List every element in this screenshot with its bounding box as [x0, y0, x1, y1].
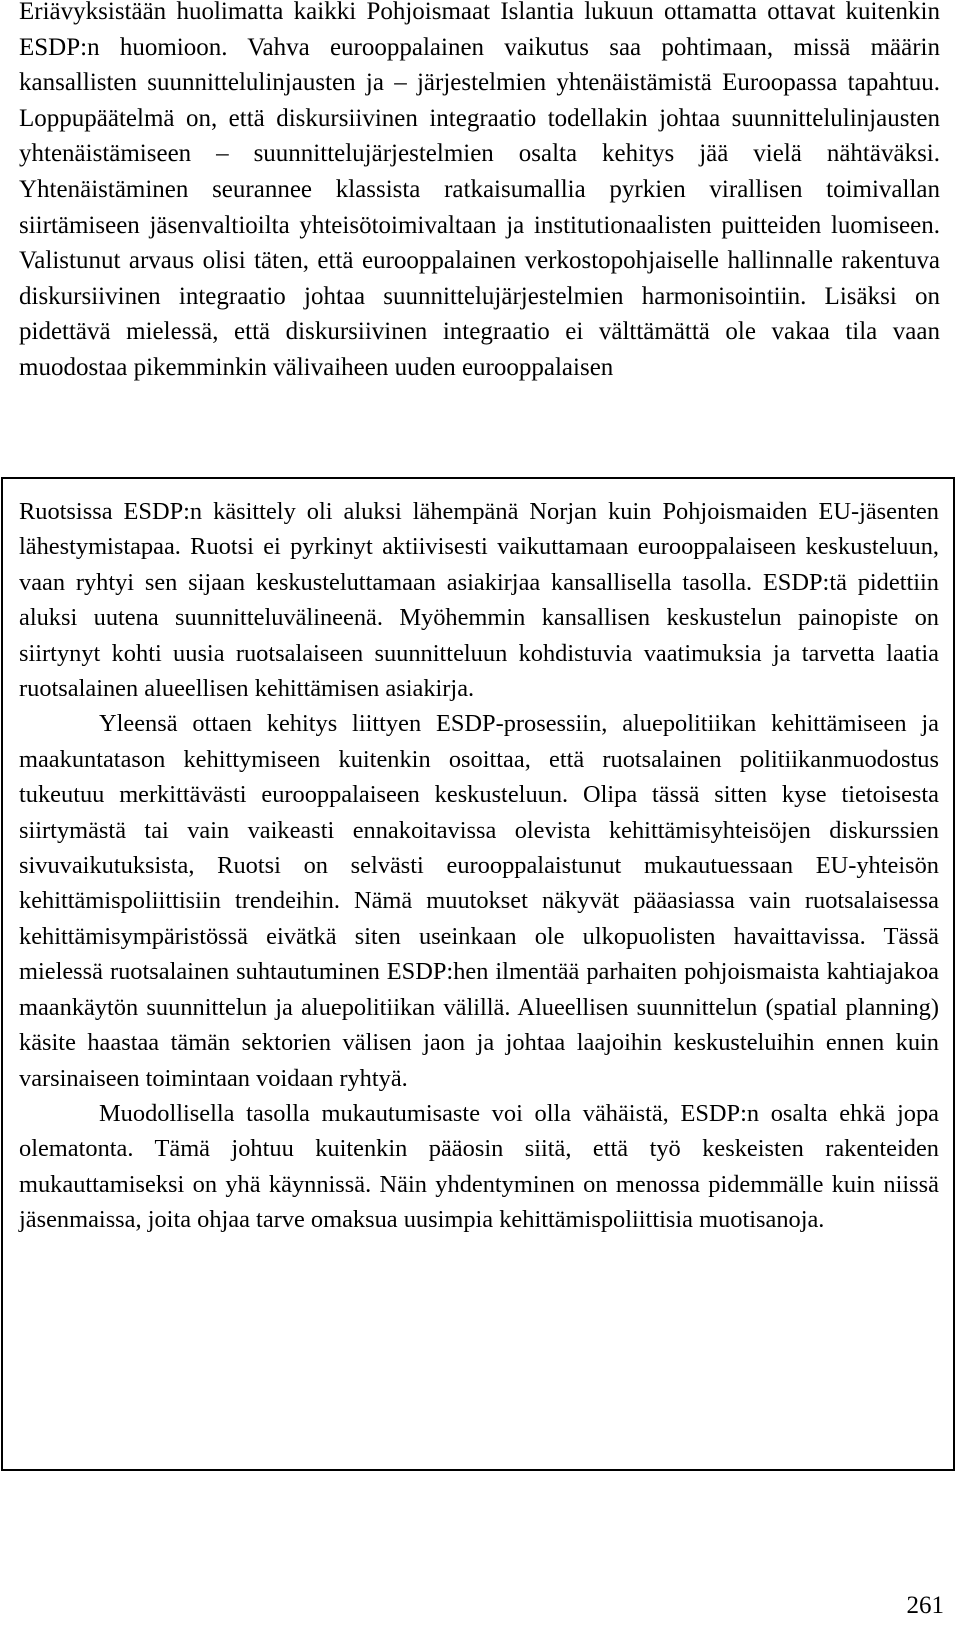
box-paragraph-1: Ruotsissa ESDP:n käsittely oli aluksi lähempänä Norjan kuin Pohjoismaiden EU-jäsenten lähestymistapaa. Ruotsi ei pyrkinyt aktiivisesti vaikuttamaan eurooppalaiseen keskusteluun, vaan ryhtyi sen sijaan keskusteluttamaan asiakirjaa kansallisella tasolla. ESDP:tä pidettiin aluksi uutena suunnitteluvälineenä. Myöhemmin kansallisen keskustelun painopiste on siirtynyt kohti uusia ruotsalaiseen suunnitteluun kohdistuvia vaatimuksia ja tarvetta laatia ruotsalainen alueellisen kehittämisen asiakirja. — [19, 498, 939, 703]
page-number: 261 — [906, 1592, 944, 1619]
box-paragraph-2: Yleensä ottaen kehitys liittyen ESDP-prosessiin, aluepolitiikan kehittämiseen ja maakuntatason kehittymiseen kuitenkin osoittaa, että ruotsalainen politiikanmuodostus tukeutuu merkittävästi eurooppalaiseen keskusteluun. Olipa tässä sitten kyse tietoisesta siirtymästä tai vain vaikeasti ennakoitavissa olevista kehittämisyhteisöjen diskurssien sivuvaikutuksista, Ruotsi on selvästi eurooppalaistunut mukautuessaan EU-yhteisön kehittämispoliittisiin trendeihin. Nämä muutokset näkyvät pääasiassa vain ruotsalaisessa kehittämisympäristössä eivätkä siten useinkaan ole ulkopuolisten havaittavissa. Tässä mielessä ruotsalainen suhtautuminen ESDP:hen ilmentää parhaiten pohjoismaista kahtiajakoa maankäytön suunnittelun ja aluepolitiikan välillä. Alueellisen suunnittelun (spatial planning) käsite haastaa tämän sektorien välisen jaon ja johtaa laajoihin keskusteluihin ennen kuin varsinaiseen toimintaan voidaan ryhtyä. — [19, 710, 939, 1092]
intro-paragraph: Eriävyksistään huolimatta kaikki Pohjoismaat Islantia lukuun ottamatta ottavat kuitenkin ESDP:n huomioon. Vahva eurooppalainen vaikutus saa pohtimaan, missä määrin kansallisten suunnittelulinjausten ja – järjestelmien yhtenäistämistä Euroopassa tapahtuu. Loppupäätelmä on, että diskursiivinen integraatio todellakin johtaa suunnittelulinjausten yhtenäistämiseen – suunnittelujärjestelmien osalta kehitys jää vielä nähtäväksi. Yhtenäistäminen seurannee klassista ratkaisumallia pyrkien virallisen toimivallan siirtämiseen jäsenvaltioilta yhteisötoimivaltaan ja institutionaalisten puitteiden luomiseen. Valistunut arvaus olisi täten, että eurooppalainen verkostopohjaiselle hallinnalle rakentuva diskursiivinen integraatio johtaa suunnittelujärjestelmien harmonisointiin. Lisäksi on pidettävä mielessä, että diskursiivinen integraatio ei välttämättä ole vakaa tila vaan muodostaa pikemminkin välivaiheen uuden eurooppalaisen — [19, 0, 940, 381]
box-paragraph-3: Muodollisella tasolla mukautumisaste voi olla vähäistä, ESDP:n osalta ehkä jopa olematonta. Tämä johtuu kuitenkin pääosin siitä, että työ keskeisten rakenteiden mukauttamiseksi on yhä käynnissä. Näin yhdentyminen on menossa pidemmälle kuin niissä jäsenmaissa, joita ohjaa tarve omaksua uusimpia kehittämispoliittisia muotisanoja. — [19, 1099, 939, 1234]
text-box — [1, 477, 955, 1471]
text-box-content — [19, 494, 939, 1238]
